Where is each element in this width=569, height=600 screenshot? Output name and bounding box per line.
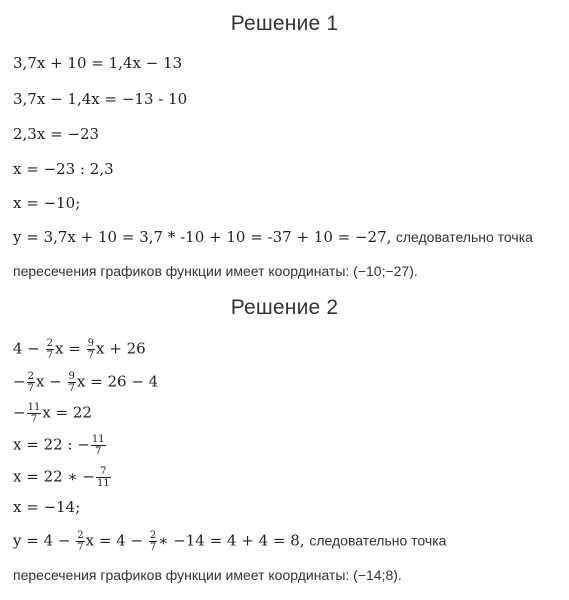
solution-1-heading: Решение 1	[230, 12, 339, 35]
fraction-denominator: 7	[68, 383, 75, 394]
fraction-denominator: 7	[46, 350, 54, 361]
fraction	[27, 371, 35, 394]
equation-part: x = 22 : −	[13, 435, 90, 454]
fraction-denominator: 7	[30, 414, 38, 425]
fraction	[149, 530, 157, 553]
equation-part: x = 26 − 4	[76, 372, 159, 391]
conclusion-text: пересечения графиков функции имеет координаты: (−10;−27).	[13, 263, 418, 279]
fraction-denominator: 7	[77, 542, 84, 553]
equation-line: 3,7x + 10 = 1,4x − 13	[13, 54, 183, 72]
fraction-numerator: 9	[87, 338, 94, 349]
fraction	[46, 338, 54, 361]
equation-part: −	[13, 403, 26, 422]
fraction-denominator: 11	[96, 478, 110, 489]
fraction-numerator: 2	[77, 530, 84, 541]
equation-line	[13, 371, 158, 394]
fraction-denominator: 7	[149, 542, 157, 553]
y-computation-line	[13, 228, 533, 247]
fraction	[68, 371, 76, 394]
equation-part: x −	[35, 372, 62, 391]
fraction	[91, 434, 106, 457]
equation-line: 3,7x − 1,4x = −13 - 10	[13, 90, 188, 108]
y-computation-line	[13, 530, 446, 553]
equation-part: x + 26	[96, 339, 146, 358]
fraction	[87, 338, 95, 361]
fraction-numerator: 2	[46, 338, 54, 349]
equation-part: x =	[55, 339, 81, 358]
fraction-numerator: 11	[91, 434, 105, 445]
equation-line	[13, 434, 107, 457]
equation-part: ∗ −14 = 4 + 4 = 8,	[158, 531, 305, 550]
equation-part: x = 22	[42, 403, 92, 422]
y-computation-text: следовательно точка	[395, 229, 533, 245]
solution-2-heading: Решение 2	[230, 296, 339, 319]
equation-line: x = −14;	[13, 498, 81, 516]
fraction-numerator: 9	[68, 371, 75, 382]
equation-part: y = 4 −	[13, 531, 71, 550]
fraction	[27, 402, 42, 425]
y-computation-text: следовательно точка	[309, 532, 447, 549]
equation-part: −	[13, 372, 26, 391]
equation-part: x = 4 −	[85, 531, 144, 550]
y-computation: y = 3,7x + 10 = 3,7 * -10 + 10 = -37 + 10 = −27,	[13, 228, 392, 246]
conclusion-text: пересечения графиков функции имеет координаты: (−14;8).	[13, 567, 402, 583]
equation-line	[13, 402, 92, 425]
equation-part: x = 22 ∗ −	[13, 467, 95, 486]
fraction-numerator: 2	[27, 371, 34, 382]
fraction	[96, 466, 111, 489]
equation-line: x = −23 : 2,3	[13, 160, 114, 178]
fraction	[76, 530, 84, 553]
equation-line: 2,3x = −23	[13, 125, 100, 143]
fraction-denominator: 7	[94, 446, 102, 457]
fraction-numerator: 11	[27, 402, 41, 413]
fraction-numerator: 2	[149, 530, 157, 541]
equation-line	[13, 338, 146, 361]
equation-line: x = −10;	[13, 194, 81, 212]
fraction-numerator: 7	[96, 466, 111, 478]
fraction-denominator: 7	[87, 350, 94, 361]
equation-part: 4 −	[13, 339, 40, 358]
fraction-denominator: 7	[27, 383, 34, 394]
equation-line	[13, 466, 112, 489]
